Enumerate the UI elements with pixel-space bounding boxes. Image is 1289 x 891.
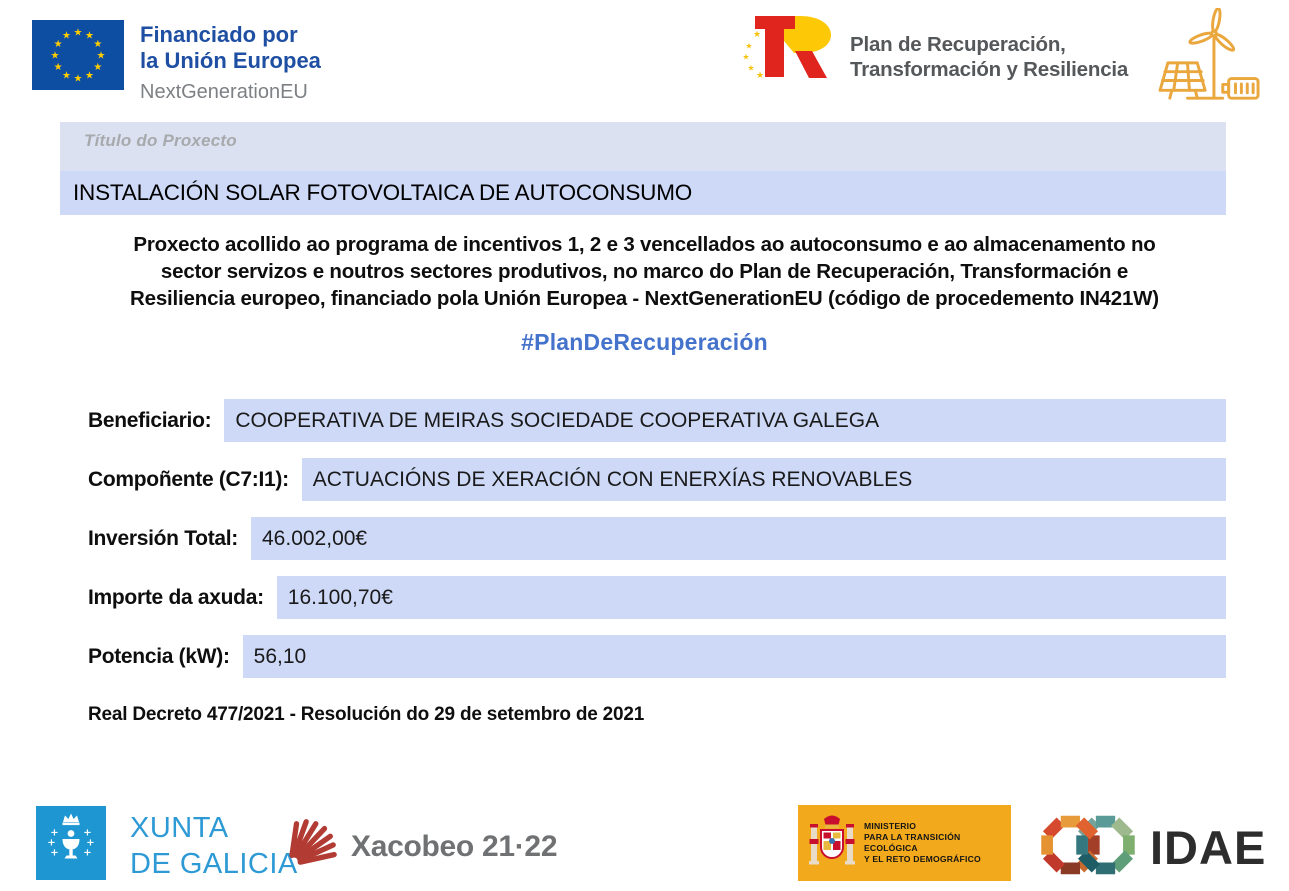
field-label: Beneficiario: <box>88 408 212 432</box>
svg-text:+: + <box>50 847 59 859</box>
eu-funding-logo <box>32 20 321 104</box>
field-row-potencia <box>88 635 1226 678</box>
svg-text:★: ★ <box>53 62 63 73</box>
svg-text:★: ★ <box>62 70 71 82</box>
recovery-plan-logo <box>728 6 1128 106</box>
svg-text:★: ★ <box>96 50 106 62</box>
decree-note: Real Decreto 477/2021 - Resolución do 29 de setembro de 2021 <box>88 704 645 725</box>
eu-funded-line1: Financiado por <box>140 22 298 47</box>
svg-text:★: ★ <box>85 30 94 42</box>
xacobeo-wordmark: Xacobeo 21·22 <box>351 829 558 863</box>
svg-text:★: ★ <box>50 50 60 62</box>
eu-funding-text <box>140 20 321 104</box>
ministry-line1: MINISTERIO <box>864 821 917 831</box>
ministry-line2: PARA LA TRANSICIÓN ECOLÓGICA <box>864 832 961 853</box>
svg-text:★: ★ <box>85 70 94 82</box>
svg-text:★: ★ <box>755 71 765 81</box>
field-value: 46.002,00€ <box>262 526 368 550</box>
project-title: INSTALACIÓN SOLAR FOTOVOLTAICA DE AUTOCONSUMO <box>73 180 693 205</box>
ministry-logo <box>798 805 1011 881</box>
eu-program-name: NextGenerationEU <box>140 81 308 103</box>
project-fields <box>88 399 1226 678</box>
idae-logo <box>1036 806 1266 889</box>
svg-text:★: ★ <box>752 30 762 40</box>
svg-text:★: ★ <box>93 62 103 73</box>
field-value: 56,10 <box>253 644 307 668</box>
field-value-box <box>243 635 1226 678</box>
field-row-componente <box>88 458 1226 501</box>
svg-text:+: + <box>83 847 92 859</box>
svg-text:★: ★ <box>73 27 83 39</box>
xunta-line1: XUNTA <box>130 811 229 844</box>
xunta-wordmark <box>130 810 298 882</box>
field-value: COOPERATIVA DE MEIRAS SOCIEDADE COOPERATIVA GALEGA <box>235 408 880 432</box>
eu-flag-icon <box>32 20 124 95</box>
svg-text:+: + <box>50 827 59 839</box>
svg-text:★: ★ <box>745 41 753 51</box>
field-value: 16.100,70€ <box>287 585 393 609</box>
field-label: Importe da axuda: <box>88 585 264 609</box>
svg-text:★: ★ <box>93 39 103 50</box>
svg-text:+: + <box>86 837 95 849</box>
ministry-name <box>864 821 1011 865</box>
field-label: Potencia (kW): <box>88 644 230 668</box>
field-row-beneficiario <box>88 399 1226 442</box>
description-line2: sector servizos e noutros sectores produtivos, no marco do Plan de Recuperación, Transformación e <box>160 260 1129 283</box>
xunta-line2: DE GALICIA <box>130 847 298 880</box>
field-label: Inversión Total: <box>88 526 238 550</box>
project-title-label: Título do Proxecto <box>84 131 237 150</box>
field-value-box <box>251 517 1226 560</box>
idae-emblem-icon <box>1036 806 1136 889</box>
svg-text:+: + <box>83 827 92 839</box>
xunta-de-galicia-logo <box>36 806 298 885</box>
field-label: Compoñente (C7:I1): <box>88 467 289 491</box>
field-value-box <box>302 458 1226 501</box>
eu-funded-line2: la Unión Europea <box>140 48 321 73</box>
field-value: ACTUACIÓNS DE XERACIÓN CON ENERXÍAS RENOVABLES <box>312 467 913 491</box>
recovery-plan-hashtag: #PlanDeRecuperación <box>521 329 768 355</box>
ministry-line3: Y EL RETO DEMOGRÁFICO <box>864 854 981 864</box>
prtr-title <box>850 32 1128 82</box>
header <box>0 0 1289 122</box>
idae-wordmark: IDAE <box>1150 821 1267 874</box>
description-line3: Resiliencia europeo, financiado pola Unión Europea - NextGenerationEU (código de procedemento IN421W) <box>130 287 1159 310</box>
svg-text:★: ★ <box>62 30 71 42</box>
xacobeo-logo <box>283 815 557 878</box>
description-line1: Proxecto acollido ao programa de incentivos 1, 2 e 3 vencellados ao autoconsumo e ao almacenamento no <box>133 233 1156 256</box>
project-title-label-band <box>60 122 1226 171</box>
svg-text:★: ★ <box>742 52 750 62</box>
project-title-band <box>60 171 1226 215</box>
spain-coat-of-arms-icon <box>807 811 857 876</box>
field-value-box <box>224 399 1226 442</box>
field-value-box <box>277 576 1226 619</box>
svg-text:+: + <box>47 837 56 849</box>
scallop-shell-icon <box>283 815 339 878</box>
prtr-emblem-icon <box>728 6 840 106</box>
svg-text:★: ★ <box>73 73 83 85</box>
field-row-importe-axuda <box>88 576 1226 619</box>
prtr-title-line2: Transformación y Resiliencia <box>850 58 1129 81</box>
project-description <box>60 231 1229 312</box>
svg-text:★: ★ <box>53 39 63 50</box>
renewables-icon <box>1152 8 1270 111</box>
field-row-inversion-total <box>88 517 1226 560</box>
xunta-emblem-icon <box>36 806 106 885</box>
prtr-title-line1: Plan de Recuperación, <box>850 33 1066 56</box>
svg-text:★: ★ <box>747 63 755 73</box>
